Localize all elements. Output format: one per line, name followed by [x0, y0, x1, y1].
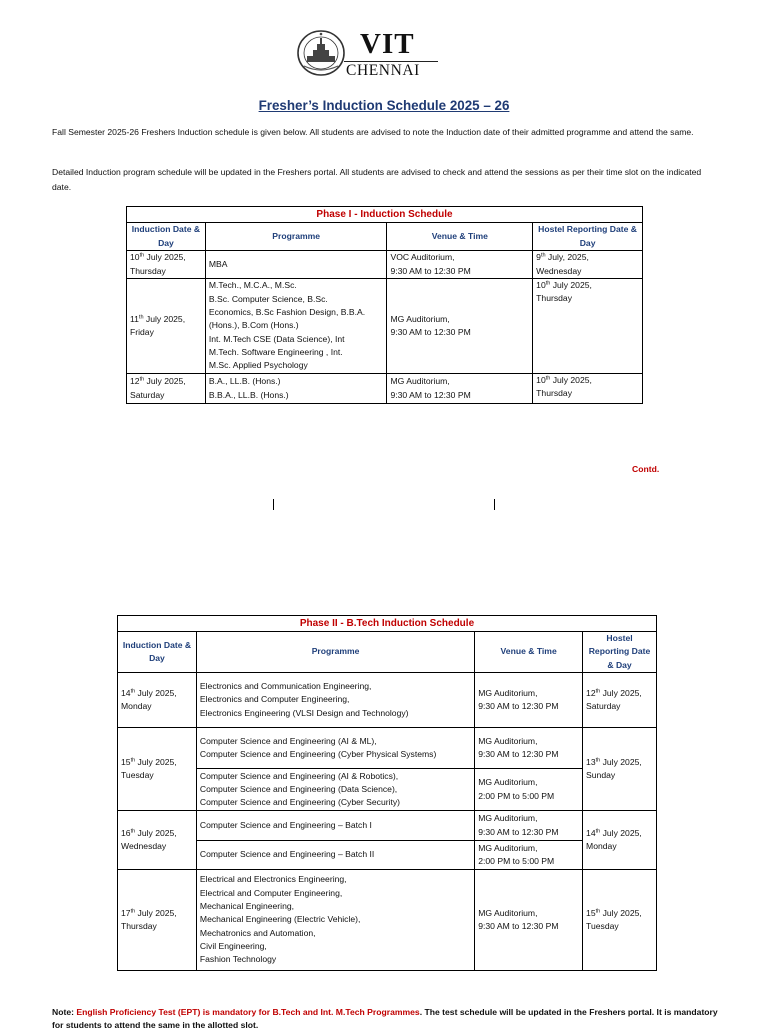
hostel-date-rest: July 2025, — [600, 687, 642, 698]
table-row — [118, 841, 657, 870]
page-title — [0, 98, 768, 113]
programme-line: Computer Science and Engineering – Batch I — [199, 819, 372, 830]
note-text — [52, 1006, 722, 1033]
venue-time: 9:30 AM to 12:30 PM — [478, 921, 559, 931]
hostel-day: Sunday — [586, 770, 616, 780]
induction-date-line — [121, 827, 193, 840]
hostel-date-line — [536, 279, 639, 292]
programme-line: B.B.A., LL.B. (Hons.) — [208, 389, 289, 400]
induction-date-line — [130, 251, 202, 264]
hostel-date-suffix: th — [540, 252, 546, 259]
programme-line: Electronics and Communication Engineering, — [199, 681, 372, 692]
phase1-caption: Phase I - Induction Schedule — [127, 207, 643, 223]
induction-date-rest: July 2025, — [135, 907, 177, 918]
programme-cell — [196, 870, 474, 971]
induction-date-cell — [118, 870, 197, 971]
hostel-date-number: 15 — [586, 907, 596, 918]
induction-date-number: 12 — [130, 376, 140, 387]
hostel-date-suffix: th — [595, 757, 601, 764]
venue-name: MG Auditorium, — [390, 313, 450, 324]
table-row — [127, 279, 643, 374]
venue-name: MG Auditorium, — [478, 687, 538, 698]
table-row — [127, 374, 643, 404]
induction-date-suffix: th — [139, 376, 145, 383]
hostel-date-number: 9 — [536, 252, 541, 263]
hostel-date-line — [586, 827, 653, 840]
programme-line: Mechanical Engineering, — [199, 901, 295, 912]
divider-mark-right — [494, 499, 495, 510]
induction-date-rest: July 2025, — [135, 756, 177, 767]
hostel-date-suffix: th — [595, 908, 601, 915]
induction-day: Thursday — [130, 265, 166, 276]
programme-line: Electronics Engineering (VLSI Design and Technology) — [199, 707, 409, 718]
induction-date-rest: July 2025, — [143, 313, 186, 324]
induction-date-suffix: th — [130, 688, 136, 695]
induction-date-rest: July 2025, — [135, 827, 177, 838]
programme-line: Electronics and Computer Engineering, — [199, 694, 350, 705]
programme-line: Economics, B.Sc Fashion Design, B.B.A. — [208, 307, 366, 318]
induction-day: Monday — [121, 701, 152, 711]
venue-time: 9:30 AM to 12:30 PM — [478, 701, 559, 711]
programme-line: B.Sc. Computer Science, B.Sc. — [208, 293, 328, 304]
venue-name: MG Auditorium, — [478, 907, 538, 918]
induction-date-line — [121, 756, 193, 769]
programme-cell — [205, 374, 387, 404]
induction-date-suffix: th — [139, 252, 145, 259]
phase2-header-programme: Programme — [196, 632, 474, 673]
hostel-date-rest: July 2025, — [600, 907, 642, 918]
phase1-header-date: Induction Date & Day — [127, 223, 206, 251]
intro-paragraph-1: Fall Semester 2025-26 Freshers Induction schedule is given below. All students are advised to note the Induction date of their admitted programme and attend the same. — [52, 127, 694, 137]
hostel-date-cell — [533, 279, 643, 374]
programme-cell — [196, 811, 474, 841]
programme-cell — [196, 769, 474, 811]
programme-line: M.Sc. Applied Psychology — [208, 360, 308, 371]
programme-line: B.A., LL.B. (Hons.) — [208, 376, 281, 387]
programme-line: Civil Engineering, — [199, 940, 267, 951]
induction-date-rest: July 2025, — [144, 252, 186, 263]
hostel-date-rest: July 2025, — [600, 756, 642, 767]
contd-label: Contd. — [632, 464, 660, 474]
induction-date-cell — [127, 374, 206, 404]
induction-day: Saturday — [130, 389, 165, 400]
vit-seal-icon — [296, 28, 346, 78]
programme-line: Computer Science and Engineering – Batch II — [199, 849, 375, 860]
phase2-header-venue: Venue & Time — [475, 632, 583, 673]
hostel-date-number: 10 — [536, 280, 546, 290]
phase2-caption: Phase II - B.Tech Induction Schedule — [118, 616, 657, 632]
venue-cell — [475, 769, 583, 811]
venue-cell — [387, 251, 533, 279]
logo-title: VIT — [360, 28, 415, 60]
hostel-date-rest: July 2025, — [550, 280, 592, 290]
venue-cell — [475, 728, 583, 769]
programme-line: Computer Science and Engineering (Cyber Physical Systems) — [199, 749, 437, 759]
venue-cell — [475, 673, 583, 728]
induction-date-number: 17 — [121, 907, 131, 918]
induction-date-number: 11 — [130, 313, 139, 324]
phase2-table — [117, 615, 657, 971]
hostel-date-line — [586, 756, 653, 769]
venue-name: MG Auditorium, — [478, 813, 538, 824]
table-row — [118, 769, 657, 811]
induction-date-suffix: th — [130, 757, 136, 764]
induction-date-suffix: th — [138, 314, 144, 321]
programme-cell — [196, 841, 474, 870]
venue-name: MG Auditorium, — [478, 735, 538, 746]
hostel-day: Tuesday — [586, 921, 619, 931]
induction-date-line — [130, 313, 202, 326]
induction-date-cell — [118, 811, 197, 870]
programme-line: (Hons.), B.Com (Hons.) — [208, 320, 299, 331]
induction-date-rest: July 2025, — [135, 687, 177, 698]
programme-cell — [205, 251, 387, 279]
induction-date-number: 15 — [121, 756, 131, 767]
note-ept-highlight: English Proficiency Test (EPT) is mandatory for B.Tech and Int. M.Tech Programmes — [76, 1007, 420, 1017]
programme-line: Electrical and Computer Engineering, — [199, 887, 343, 898]
venue-time: 9:30 AM to 12:30 PM — [478, 749, 559, 759]
hostel-date-line — [536, 251, 639, 264]
page-title-text: Fresher’s Induction Schedule 2025 – 26 — [258, 98, 510, 113]
induction-day: Wednesday — [121, 841, 167, 851]
programme-line: MBA — [208, 258, 228, 269]
hostel-date-cell — [583, 870, 657, 971]
hostel-date-number: 13 — [586, 756, 596, 767]
induction-date-line — [130, 375, 202, 388]
induction-date-number: 16 — [121, 827, 131, 838]
induction-date-line — [121, 687, 193, 700]
hostel-date-rest: July 2025, — [550, 375, 592, 385]
induction-date-rest: July 2025, — [144, 376, 186, 387]
hostel-day: Wednesday — [536, 265, 582, 276]
venue-time: 9:30 AM to 12:30 PM — [390, 389, 471, 400]
programme-line: Computer Science and Engineering (Data Science), — [199, 783, 398, 794]
hostel-date-suffix: th — [545, 375, 551, 382]
induction-date-number: 14 — [121, 687, 131, 698]
hostel-date-cell — [533, 374, 643, 404]
hostel-date-line — [586, 907, 653, 920]
phase1-header-programme: Programme — [205, 223, 387, 251]
hostel-date-rest: July 2025, — [600, 827, 642, 838]
venue-time: 9:30 AM to 12:30 PM — [478, 826, 559, 837]
venue-cell — [387, 279, 533, 374]
induction-date-cell — [127, 251, 206, 279]
hostel-date-rest: July, 2025, — [545, 252, 589, 263]
venue-time: 9:30 AM to 12:30 PM — [390, 265, 471, 276]
table-row — [127, 251, 643, 279]
hostel-date-suffix: th — [545, 280, 551, 287]
hostel-day: Monday — [586, 841, 617, 851]
hostel-date-line — [586, 687, 653, 700]
note-rest: . The test schedule will be updated in the Freshers portal. It is mandatory for students to attend the same in the allotted slot. — [52, 1007, 718, 1031]
hostel-date-number: 10 — [536, 375, 546, 385]
induction-date-number: 10 — [130, 252, 140, 263]
hostel-day: Thursday — [536, 293, 572, 304]
venue-cell — [475, 811, 583, 841]
hostel-day: Thursday — [536, 388, 572, 399]
venue-name: VOC Auditorium, — [390, 252, 455, 263]
induction-day: Tuesday — [121, 770, 154, 780]
induction-date-cell — [118, 728, 197, 811]
programme-line: Mechanical Engineering (Electric Vehicle), — [199, 914, 361, 925]
phase1-header-hostel: Hostel Reporting Date & Day — [533, 223, 643, 251]
table-row — [118, 811, 657, 841]
venue-cell — [475, 841, 583, 870]
programme-line: Int. M.Tech CSE (Data Science), Int — [208, 333, 345, 344]
induction-date-cell — [127, 279, 206, 374]
induction-date-cell — [118, 673, 197, 728]
programme-line: Electrical and Electronics Engineering, — [199, 874, 347, 885]
induction-day: Friday — [130, 327, 154, 337]
programme-line: Computer Science and Engineering (Cyber Security) — [199, 797, 401, 808]
divider-mark-left — [273, 499, 274, 510]
hostel-date-suffix: th — [595, 828, 601, 835]
hostel-date-cell — [583, 728, 657, 811]
induction-date-suffix: th — [130, 828, 136, 835]
hostel-date-cell — [533, 251, 643, 279]
phase2-header-date: Induction Date & Day — [118, 632, 197, 673]
phase2-header-hostel: Hostel Reporting Date & Day — [583, 632, 657, 673]
programme-line: Fashion Technology — [199, 954, 277, 965]
table-row — [118, 728, 657, 769]
venue-time: 9:30 AM to 12:30 PM — [390, 327, 471, 337]
programme-line: M.Tech. Software Engineering , Int. — [208, 346, 343, 357]
venue-time: 2:00 PM to 5:00 PM — [478, 856, 555, 866]
venue-name: MG Auditorium, — [478, 842, 538, 853]
induction-date-line — [121, 907, 193, 920]
hostel-date-number: 14 — [586, 827, 596, 838]
programme-cell — [205, 279, 387, 374]
hostel-date-cell — [583, 673, 657, 728]
table-row — [118, 870, 657, 971]
note-label: Note: — [52, 1007, 77, 1017]
hostel-date-line — [536, 374, 639, 387]
programme-cell — [196, 673, 474, 728]
venue-time: 2:00 PM to 5:00 PM — [478, 790, 555, 801]
induction-date-suffix: th — [130, 908, 136, 915]
venue-name: MG Auditorium, — [390, 376, 450, 387]
hostel-date-suffix: th — [595, 688, 601, 695]
hostel-day: Saturday — [586, 701, 621, 711]
programme-line: Computer Science and Engineering (AI & Robotics), — [199, 770, 399, 781]
induction-day: Thursday — [121, 921, 157, 931]
venue-cell — [475, 870, 583, 971]
programme-cell — [196, 728, 474, 769]
programme-line: M.Tech., M.C.A., M.Sc. — [208, 280, 297, 291]
hostel-date-cell — [583, 811, 657, 870]
phase1-table — [126, 206, 643, 404]
programme-line: Computer Science and Engineering (AI & ML), — [199, 735, 377, 746]
intro-paragraph-2: Detailed Induction program schedule will be updated in the Freshers portal. All students are advised to check and attend the sessions as per their time slot on the indicated date. — [52, 167, 702, 192]
logo-subtitle: CHENNAI — [346, 62, 420, 79]
table-row — [118, 673, 657, 728]
hostel-date-number: 12 — [586, 687, 596, 698]
venue-name: MG Auditorium, — [478, 777, 538, 788]
programme-line: Mechatronics and Automation, — [199, 927, 316, 938]
venue-cell — [387, 374, 533, 404]
phase1-header-venue: Venue & Time — [387, 223, 533, 251]
